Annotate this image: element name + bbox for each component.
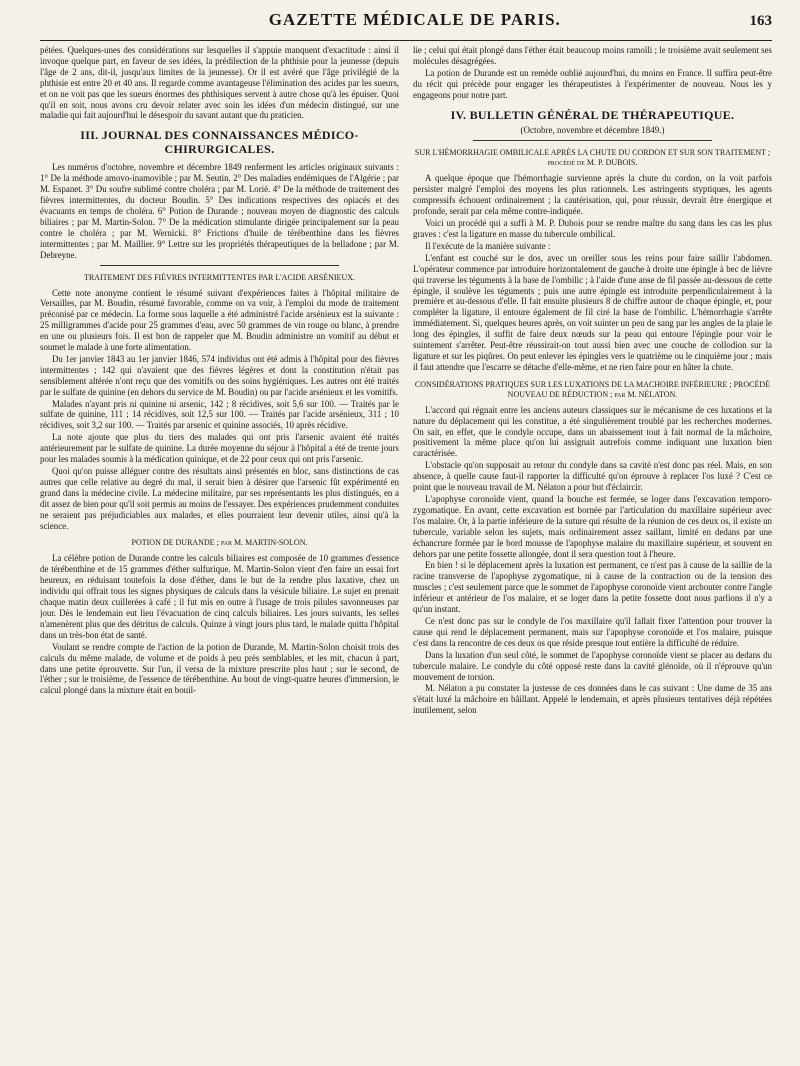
paragraph: L'apophyse coronoïde vient, quand la bouche est fermée, se loger dans l'excavation temporo-zygomatique. En avant, cette excavation est bornée par l'articulation du maxillaire supérieur avec l'os malaire. Or, à la partie inférieure de la suture qui résulte de la réunion de ces deux os, il existe un tubercule, variable selon les sujets, mais ordinairement assez saillant, limité en dedans par une échancrure formée par le bord mousse de l'apophyse malaire du maxillaire supérieur, et souvent en dehors par une petite fossette allongée, dont il sera question tout à l'heure. xyxy=(413,494,772,559)
paragraph: M. Nélaton a pu constater la justesse de ces données dans le cas suivant : Une dame de 35 ans s'était luxé la mâchoire en bâillant. Appelé le lendemain, et après plusieurs tentatives déjà répétées inutilement, selon xyxy=(413,683,772,716)
paragraph: L'enfant est couché sur le dos, avec un oreiller sous les reins pour faire saillir l'abdomen. L'opérateur commence par introduire horizontalement de gauche à droite une épingle à bec de lièvre qui traverse les téguments à la base de l'ombilic ; à l'aide d'une anse de fil passée au-dessous de cette épingle, il soulève les téguments ; puis une autre épingle est introduite perpendiculairement à la première et au-dessous d'elle. Il fait ensuite plusieurs 8 de chiffre autour de chaque épingle, et, pour compléter la ligature, il entoure également de fil ciré la base de l'ombilic. L'hémorrhagie s'arrête immédiatement. Si, quelques heures après, on voit suinter un peu de sang par les angles de la plaie le long des épingles, il suffit de faire deux nœuds sur la peau qui entoure l'épingle pour voir le suintement s'arrêter. Peut-être réussirait-on tout aussi bien avec une couche de collodion sur la ligature et sur les piqûres. On peut enlever les épingles vers le quatrième ou le cinquième jour ; mais il faut attendre que l'escarre se détache d'elle-même, et ne rien faire pour en hâter la chute. xyxy=(413,252,772,372)
paragraph: La potion de Durande est un remède oublié aujourd'hui, du moins en France. Il suffira peut-être du récit qui précède pour engager les thérapeutistes à l'expérimenter de nouveau. Nous les y engageons pour notre part. xyxy=(413,67,772,100)
article-heading: CONSIDÉRATIONS PRATIQUES SUR LES LUXATIONS DE LA MACHOIRE INFÉRIEURE ; PROCÉDÉ NOUVEAU DE RÉDUCTION ; par M. NÉLATON. xyxy=(414,379,771,399)
section-title: IV. BULLETIN GÉNÉRAL DE THÉRAPEUTIQUE. xyxy=(450,107,735,122)
paragraph: Cette note anonyme contient le résumé suivant d'expériences faites à l'hôpital militaire de Versailles, par M. Boudin, résumé favorable, comme on va voir, à l'emploi du mode de traitement préconisé par ce médecin. La forme sous laquelle a été administré l'acide arsénieux est la suivante : 25 milligrammes d'acide pour 25 grammes d'eau, avec 50 grammes de vin rouge ou blanc, à prendre en une ou plusieurs fois. Il est bon de rappeler que M. Boudin administre un vomitif au début et soumet le malade à une forte alimentation. xyxy=(40,287,399,353)
paragraph: Voici un procédé qui a suffi à M. P. Dubois pour se rendre maître du sang dans les cas les plus graves : c'est la ligature en masse du tubercule ombilical. xyxy=(413,218,772,239)
paragraph: La célèbre potion de Durande contre les calculs biliaires est composée de 10 grammes d'essence de térébenthine et de 15 grammes d'éther sulfurique. M. Martin-Solon vient d'en faire un essai fort heureux, en réduisant toutefois la dose d'éther, dans le but de la rendre plus laxative, chez un individu qui offrait tous les signes physiques de calculs dans la vésicule biliaire. Le sujet en prenait chaque matin deux cuillerées à café ; il fut mis en outre à l'usage de trois pilules savonneuses par jour. Dès le lendemain eut lieu l'évacuation de cinq calculs biliaires. Les jours suivants, les selles n'amenèrent plus que des détritus de calculs. Quinze à vingt jours plus tard, le malade quitta l'hôpital dans un très-bon état de santé. xyxy=(40,553,399,640)
paragraph: L'accord qui régnait entre les anciens auteurs classiques sur le mécanisme de ces luxations et la nature du déplacement qui les constitue, a été singulièrement troublé par les recherches modernes. On sait, en effet, que le condyle occupe, dans un abaissement tout à fait normal de la mâchoire, positivement la même place qu'on lui assignait autrefois comme indiquant une luxation bien caractérisée. xyxy=(413,404,772,459)
divider xyxy=(473,140,712,141)
paragraph: lie ; celui qui était plongé dans l'éther était beaucoup moins ramolli ; le troisième avait seulement ses molécules désagrégées. xyxy=(413,45,772,66)
paragraph: Quoi qu'on puisse alléguer contre des résultats ainsi présentés en bloc, sans distinctions de cas autres que celle relative au degré du mal, il serait bien à désirer que l'arsenic fût expérimenté en grand dans la médecine civile. La médecine militaire, par ses représentants les plus distingués, en a dit assez de bien pour qu'il soit permis au moins de l'essayer. Des expériences prudemment conduites ne seraient pas préjudiciables aux malades, et elles pourraient leur devenir utiles, ainsi qu'à la science. xyxy=(40,466,399,531)
section-subtitle: (Octobre, novembre et décembre 1849.) xyxy=(520,124,665,135)
paragraph: Voulant se rendre compte de l'action de la potion de Durande, M. Martin-Solon choisit trois des calculs du même malade, de volume et de poids à peu près semblables, et les mit, chacun à part, dans une petite éprouvette. Sur l'un, il versa de la mixture prescrite plus haut ; sur le second, de l'éther ; sur le troisième, de l'essence de térébenthine. Au bout de vingt-quatre heures d'immersion, le calcul plongé dans la mixture était en bouil- xyxy=(40,641,399,696)
journal-title: GAZETTE MÉDICALE DE PARIS. xyxy=(268,10,561,29)
paragraph: A quelque époque que l'hémorrhagie survienne après la chute du cordon, on la voit parfois persister malgré l'emploi des moyens les plus rationnels. Les astringents styptiques, les agents compressifs échouent ordinairement ; la cautérisation, qui, pour réussir, devrait être énergique et profonde, serait par cela même contre-indiquée. xyxy=(413,173,772,217)
left-column xyxy=(40,45,399,1061)
paragraph: Malades n'ayant pris ni quinine ni arsenic, 142 ; 8 récidives, soit 5,6 sur 100. — Traités par le sulfate de quinine, 111 ; 14 récidives, soit 12,5 sur 100. — Traités par l'acide arsénieux, 311 ; 10 récidives, soit 3,2 sur 100. — Traités par arsenic et quinine associés, 10 après récidive. xyxy=(40,398,399,431)
section-title: III. JOURNAL DES CONNAISSANCES MÉDICO-CHIRURGICALES. xyxy=(80,128,359,157)
right-column xyxy=(413,45,772,1061)
page-header xyxy=(40,10,772,41)
paragraph: Dans la luxation d'un seul côté, le sommet de l'apophyse coronoïde vient se placer au dedans du tubercule malaire. Le condyle du côté opposé reste dans la cavité glénoïde, où il n'éprouve qu'un mouvement de torsion. xyxy=(413,649,772,682)
article-heading: TRAITEMENT DES FIÈVRES INTERMITTENTES PAR L'ACIDE ARSÉNIEUX. xyxy=(84,272,355,282)
page-number: 163 xyxy=(749,13,772,29)
paragraph: pétées. Quelques-unes des considérations sur lesquelles il s'appuie manquent d'exactitude : ainsi il invoque quelque part, en faveur de ses idées, la prédilection de la phthisie pour la jeunesse (depuis l'âge de 2 ans, dit-il, jusqu'aux limites de la jeunesse). Or il est avéré que l'âge privilégié de la phthisie est entre 20 et 40 ans. Il regarde comme avantageuse l'élimination des acides par les sueurs, et on ne voit pas que les sueurs énormes des phthisiques servent à autre chose qu'à les épuiser. Quoi qu'il en soit, nous avons cru devoir relater avec soin les idées d'un médecin distingué, sur une maladie qui fait aujourd'hui le désespoir du savant autant que du praticien. xyxy=(40,45,399,121)
paragraph: Du 1er janvier 1843 au 1er janvier 1846, 574 individus ont été admis à l'hôpital pour des fièvres intermittentes ; 142 qui n'avaient que des fièvres légères et dont la constitution n'était pas sensiblement altérée n'ont reçu que des vomitifs ou des soins hygiéniques. Les autres ont été traités par le sulfate de quinine (en dehors du service de M. Boudin) ou par l'acide arsénieux et les vomitifs. xyxy=(40,353,399,397)
paragraph: L'obstacle qu'on supposait au retour du condyle dans sa cavité n'est donc pas réel. Mais, en son absence, à quelle cause faut-il rapporter la difficulté qu'on éprouve à replacer l'os luxé ? C'est ce point que le nouveau travail de M. Nélaton a pour but d'éclaircir. xyxy=(413,460,772,493)
article-heading: POTION DE DURANDE ; par M. MARTIN-SOLON. xyxy=(131,538,308,548)
divider xyxy=(100,265,339,266)
paragraph: Ce n'est donc pas sur le condyle de l'os maxillaire qu'il fallait fixer l'attention pour trouver la cause qui rend le déplacement permanent, mais sur l'apophyse coronoïde et l'os malaire, puisque c'est dans la rencontre de ces deux os que réside presque tout entière la difficulté de réduire. xyxy=(413,615,772,648)
paragraph: Les numéros d'octobre, novembre et décembre 1849 renferment les articles originaux suivants : 1° De la méthode amovo-inamovible ; par M. Seutin. 2° Des maladies endémiques de l'Algérie ; par M. Espanet. 3° Du soufre sublimé contre choléra ; par M. Lorié. 4° De la méthode de traitement des fièvres intermittentes, du docteur Boudin. 5° Des indications respectives des opiacés et des évacuants en temps de choléra. 6° Potion de Durande ; nouveau moyen de diagnostic des calculs biliaires ; par M. Martin-Solon. 7° De la médication stimulante dirigée principalement sur la peau contre le choléra ; par M. Wernicki. 8° Frictions d'huile de térébenthine dans les fièvres intermittentes ; par M. Maillier. 9° Lettre sur les propriétés thérapeutiques de la belladone ; par M. Debreyne. xyxy=(40,162,399,260)
paragraph: La note ajoute que plus du tiers des malades qui ont pris l'arsenic avaient été traités antérieurement par le sulfate de quinine. La durée moyenne du séjour à l'hôpital a été de trente jours pour les malades soumis à la médication quinique, et de 22 pour ceux qui ont pris l'arsenic. xyxy=(40,432,399,465)
article-heading: SUR L'HÉMORRHAGIE OMBILICALE APRÈS LA CHUTE DU CORDON ET SUR SON TRAITEMENT ; procédé de M. P. DUBOIS. xyxy=(414,148,771,168)
paragraph: En bien ! si le déplacement après la luxation est permanent, ce n'est pas à cause de la saillie de la racine transverse de l'apophyse zygomatique, ni à cause de la contraction ou de la tension des muscles ; c'est seulement parce que le sommet de l'apophyse coronoïde vient arcbouter contre l'angle inférieur et antérieur de l'os malaire, et se loger dans la petite fossette dont nous parlions il n'y a qu'un instant. xyxy=(413,560,772,615)
paragraph: Il l'exécute de la manière suivante : xyxy=(425,240,551,251)
columns xyxy=(40,45,772,1061)
